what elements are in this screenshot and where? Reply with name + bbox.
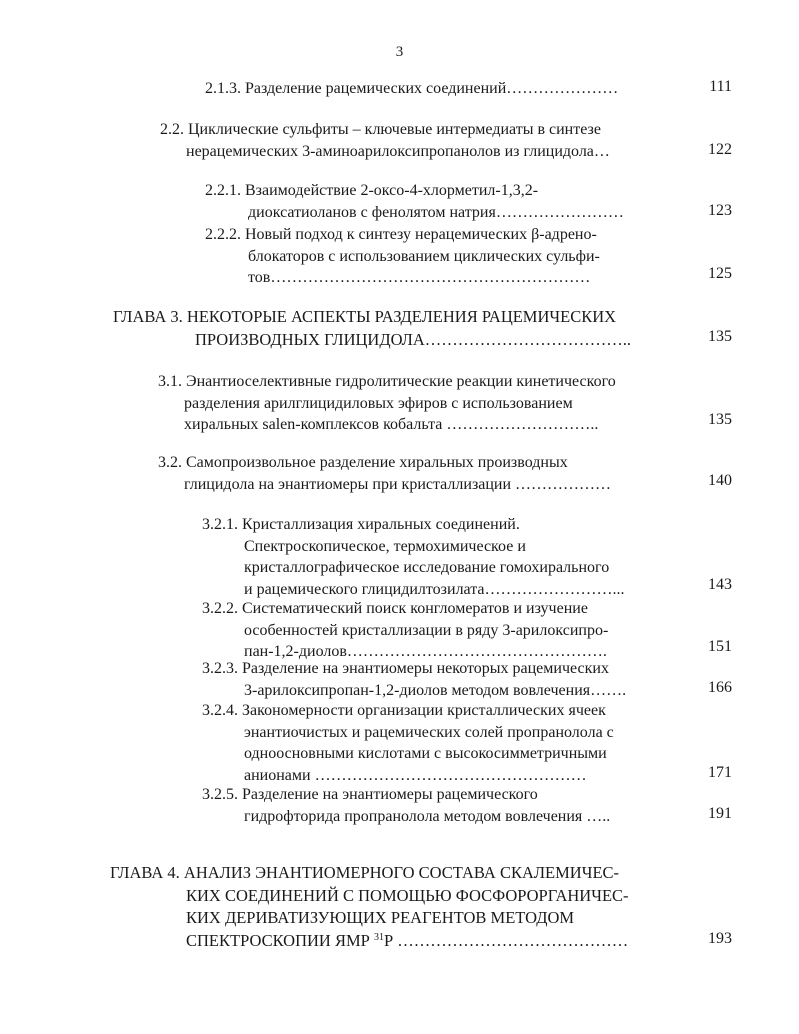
toc-entry-3-1	[158, 371, 616, 436]
toc-line: анионами ……………………………………………	[244, 766, 587, 784]
toc-line: 2.1.3. Разделение рацемических соединений…………………	[205, 80, 619, 97]
toc-entry-2-2-2	[205, 224, 600, 289]
toc-page-number: 166	[708, 679, 732, 696]
toc-page-number: 171	[708, 764, 732, 781]
toc-line: КИХ ДЕРИВАТИЗУЮЩИХ РЕАГЕНТОВ МЕТОДОМ	[186, 908, 575, 927]
toc-page-number: 140	[708, 472, 732, 489]
toc-line: гидрофторида пропранолола методом вовлечения …..	[244, 807, 611, 825]
toc-line: 2.2.2. Новый подход к синтезу нерацемических β-адрено-	[205, 226, 597, 243]
toc-page-number: 193	[708, 930, 732, 947]
toc-chapter-3	[113, 306, 631, 351]
toc-entry-3-2-1	[202, 514, 625, 600]
toc-line: 3.1. Энантиоселективные гидролитические реакции кинетического	[158, 373, 616, 390]
toc-line: ПРОИЗВОДНЫХ ГЛИЦИДОЛА………………………………..	[195, 329, 632, 349]
toc-line: 3.2.1. Кристаллизация хиральных соединений.	[202, 516, 520, 533]
toc-page-number: 143	[708, 576, 732, 593]
toc-line: особенностей кристаллизации в ряду 3-арилоксипро-	[244, 621, 609, 639]
toc-entry-3-2-2	[202, 598, 608, 663]
toc-line: разделения арилглицидиловых эфиров с использованием	[184, 394, 573, 412]
toc-line: пан-1,2-диолов………………………………………….	[244, 643, 607, 660]
toc-page-number: 125	[708, 265, 732, 282]
toc-page-number: 151	[708, 638, 732, 655]
toc-line: 3-арилоксипропан-1,2-диолов методом вовлечения…….	[244, 681, 627, 699]
toc-entry-3-2-3	[202, 658, 626, 701]
toc-line: тов……………………………………………………	[248, 269, 591, 286]
toc-line: 3.2.5. Разделение на энантиомеры рацемического	[202, 786, 538, 803]
toc-page-number: 123	[708, 202, 732, 219]
toc-line: нерацемических 3-аминоарилоксипропанолов из глицидола…	[186, 142, 610, 160]
toc-line: ГЛАВА 3. НЕКОТОРЫЕ АСПЕКТЫ РАЗДЕЛЕНИЯ РАЦЕМИЧЕСКИХ	[113, 307, 617, 326]
toc-line: диоксатиоланов с фенолятом натрия……………………	[248, 203, 624, 221]
toc-line: 2.2.1. Взаимодействие 2-оксо-4-хлорметил-1,3,2-	[205, 182, 539, 199]
toc-entry-3-2	[158, 452, 611, 495]
toc-line: ГЛАВА 4. АНАЛИЗ ЭНАНТИОМЕРНОГО СОСТАВА СКАЛЕМИЧЕС-	[110, 863, 620, 882]
toc-line-tail: Р ……………………………………	[383, 930, 629, 950]
page-number: 3	[395, 44, 404, 60]
toc-line	[110, 930, 629, 953]
toc-line-text: СПЕКТРОСКОПИИ ЯМР	[186, 930, 374, 950]
toc-line: хиральных salen-комплексов кобальта ………………………..	[184, 416, 599, 433]
isotope-superscript: 31	[373, 931, 384, 943]
toc-page-number: 191	[708, 805, 732, 822]
toc-page-number: 122	[708, 141, 732, 158]
toc-line: энантиочистых и рацемических солей пропранолола с	[244, 723, 614, 741]
toc-line: Спектроскопическое, термохимическое и	[244, 537, 526, 555]
toc-line: КИХ СОЕДИНЕНИЙ С ПОМОЩЬЮ ФОСФОРОРГАНИЧЕС-	[186, 885, 629, 905]
toc-entry-2-1-3	[205, 78, 618, 100]
toc-line: 3.2.3. Разделение на энантиомеры некоторых рацемических	[202, 660, 609, 677]
toc-line: 3.2.2. Систематический поиск конгломератов и изучение	[202, 600, 588, 617]
toc-entry-3-2-4	[202, 700, 614, 786]
toc-entry-2-2	[160, 119, 610, 162]
toc-entry-2-2-1	[205, 180, 624, 223]
toc-chapter-4	[110, 862, 629, 952]
toc-line: глицидола на энантиомеры при кристаллизации ………………	[184, 475, 612, 493]
toc-line: и рацемического глицидилтозилата……………………...	[244, 580, 625, 598]
toc-line: кристаллографическое исследование гомохирального	[244, 559, 610, 576]
toc-line: блокаторов с использованием циклических сульфи-	[248, 247, 600, 265]
toc-line: 2.2. Циклические сульфиты – ключевые интермедиаты в синтезе	[160, 121, 601, 138]
toc-entry-3-2-5	[202, 784, 610, 827]
toc-line: одноосновными кислотами с высокосимметричными	[244, 745, 607, 762]
toc-page-number: 135	[708, 411, 732, 428]
toc-page-number: 111	[709, 78, 732, 95]
toc-line: 3.2. Самопроизвольное разделение хиральных производных	[158, 454, 568, 471]
toc-page-number: 135	[708, 328, 732, 345]
toc-line: 3.2.4. Закономерности организации кристаллических ячеек	[202, 702, 606, 719]
